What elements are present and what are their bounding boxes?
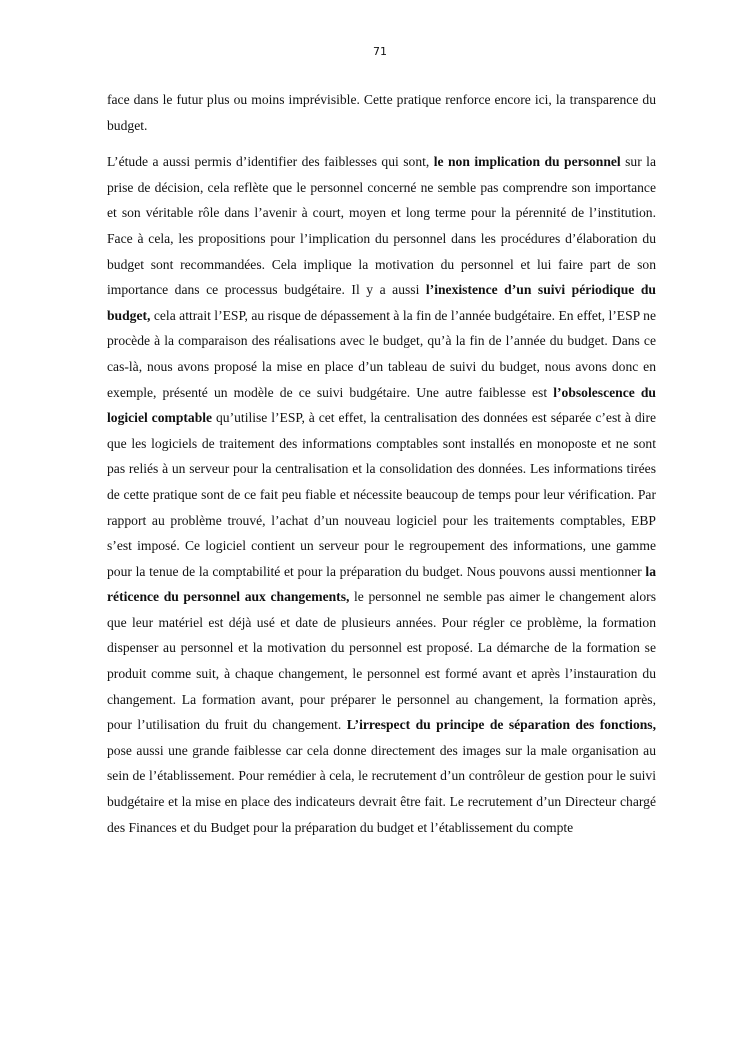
text-run: L’étude a aussi permis d’identifier des faiblesses qui sont,: [107, 154, 434, 170]
text-run: face dans le futur plus ou moins imprévisible. Cette pratique renforce encore ici, la transparence du budget.: [107, 92, 656, 133]
paragraph: [107, 87, 656, 138]
bold-phrase: le non implication du personnel: [433, 154, 621, 170]
text-run: sur la prise de décision, cela reflète que le personnel concerné ne semble pas comprendre son importance et son véritable rôle dans l’avenir à court, moyen et long terme pour la pérennité de l’institution. Face à cela, les propositions pour l’implication du personnel dans les procédures d’élaboration du budget sont recommandées. Cela implique la motivation du personnel et lui faire part de son importance dans ce processus budgétaire. Il y a aussi: [107, 154, 656, 298]
bold-phrase: l’inexistence d’un suivi périodique du budget,: [107, 282, 656, 323]
bold-phrase: l’obsolescence du logiciel comptable: [107, 384, 656, 426]
text-run: pose aussi une grande faiblesse car cela donne directement des images sur la male organisation au sein de l’établissement. Pour remédier à cela, le recrutement d’un contrôleur de gestion pour le suivi budgétaire et la mise en place des indicateurs devrait être fait. Le recrutement d’un Directeur chargé des Finances et du Budget pour la préparation du budget et l’établissement du compte: [107, 742, 656, 835]
page-number: 71: [373, 45, 387, 58]
bold-phrase: L’irrespect du principe de séparation des fonctions,: [346, 717, 656, 733]
bold-phrase: la réticence du personnel aux changements,: [107, 563, 656, 605]
text-run: cela attrait l’ESP, au risque de dépassement à la fin de l’année budgétaire. En effet, l’ESP ne procède à la comparaison des réalisations avec le budget, qu’à la fin de l’année du budget. Dans ce cas-là, nous avons proposé la mise en place d’un tableau de suivi du budget, nous avons donc en exemple, présenté un modèle de ce suivi budgétaire. Une autre faiblesse est: [107, 307, 656, 400]
text-run: le personnel ne semble pas aimer le changement alors que leur matériel est déjà usé et date de plusieurs années. Pour régler ce problème, la formation dispenser au personnel et la motivation du personnel est proposé. La démarche de la formation se produit comme suit, à chaque changement, le personnel est formé avant et après l’instauration du changement. La formation avant, pour préparer le personnel au changement, la formation après, pour l’utilisation du fruit du changement.: [107, 589, 656, 733]
document-body: [107, 87, 656, 840]
text-run: qu’utilise l’ESP, à cet effet, la centralisation des données est séparée c’est à dire que les logiciels de traitement des informations comptables sont installés en monoposte et ne sont pas reliés à un serveur pour la centralisation et la consolidation des données. Les informations tirées de cette pratique sont de ce fait peu fiable et nécessite beaucoup de temps pour leur vérification. Par rapport au problème trouvé, l’achat d’un nouveau logiciel pour les traitements comptables, EBP s’est imposé. Ce logiciel contient un serveur pour le regroupement des informations, une gamme pour la tenue de la comptabilité et pour la préparation du budget. Nous pouvons aussi mentionner: [107, 410, 657, 579]
paragraph: [107, 149, 656, 840]
